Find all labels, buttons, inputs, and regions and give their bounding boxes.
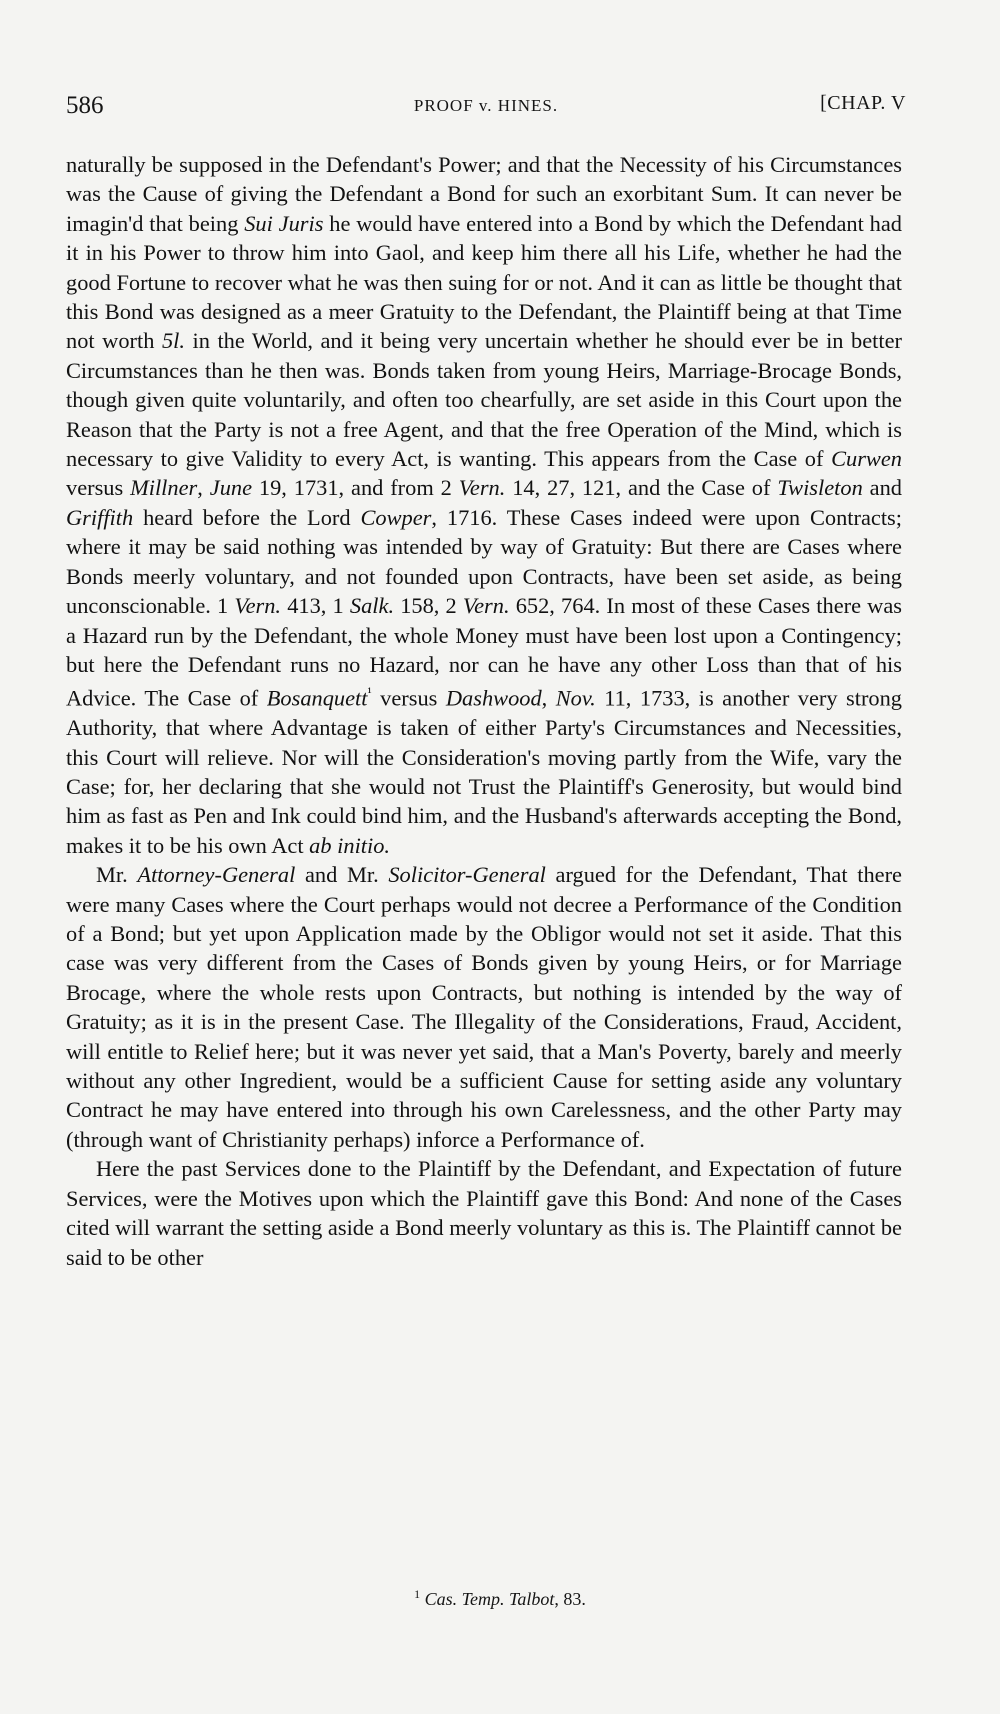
text-run: versus: [371, 685, 446, 711]
text-run: 652, 764. In most of these Cases there was a Hazard run by the Defendant, the whole Money must have been lost upon a Contingency; but here the Defendant runs no Hazard, nor can he have any other Loss than that of his Advice. The Case of: [66, 593, 903, 711]
paragraph: [66, 860, 902, 1154]
italic-run: Vern.: [462, 593, 510, 619]
text-run: versus: [66, 475, 131, 501]
italic-run: Vern.: [234, 593, 282, 619]
italic-run: Curwen: [831, 446, 902, 472]
italic-run: Millner: [130, 475, 198, 501]
text-run: 14, 27, 121, and the Case of: [505, 475, 778, 501]
text-run: and: [862, 475, 902, 501]
text-run: ,: [541, 685, 556, 711]
footnote-citation: Cas. Temp. Talbot: [424, 1589, 555, 1609]
italic-run: Dashwood: [445, 685, 542, 711]
italic-run: Nov.: [555, 685, 596, 711]
text-run: ,: [197, 475, 210, 501]
italic-run: Cowper: [360, 504, 432, 530]
paragraph: [66, 1154, 902, 1272]
italic-run: Vern.: [458, 475, 506, 501]
italic-run: 5l.: [161, 328, 185, 354]
footnote-marker: 1: [414, 1587, 421, 1601]
italic-run: Sui Juris: [244, 210, 324, 236]
text-run: 11, 1733, is another very strong Authority, that where Advantage is taken of either Party's Circumstances and Necessities, this Court will relieve. Nor will the Consideration's moving partly from the Wife, vary the Case; for, her declaring that she would not Trust the Plaintiff's Generosity, but would bind him as fast as Pen and Ink could bind him, and the Husband's afterwards accepting the Bond, makes it to be his own Act: [66, 685, 902, 858]
running-head: [66, 92, 906, 128]
italic-run: Salk.: [349, 593, 395, 619]
chapter-label: [CHAP. V: [820, 92, 906, 114]
italic-run: Solicitor-General: [388, 862, 546, 888]
page-number: 586: [66, 92, 104, 119]
italic-run: ab initio.: [309, 832, 391, 858]
text-run: 19, 1731, and from 2: [252, 475, 459, 501]
text-run: and Mr.: [295, 862, 389, 888]
text-run: Here the past Services done to the Plaintiff by the Defendant, and Expectation of future Services, were the Motives upon which the Plaintiff gave this Bond: And none of the Cases cited will warrant the setting aside a Bond meerly voluntary as this is. The Plaintiff cannot be said to be other: [66, 1156, 902, 1270]
footnote: [0, 1587, 1000, 1610]
body-text: [66, 150, 902, 1272]
running-title: PROOF v. HINES.: [413, 96, 559, 115]
text-run: 158, 2: [394, 593, 463, 619]
italic-run: June: [209, 475, 253, 501]
italic-run: Attorney-General: [137, 862, 296, 888]
paragraph: [66, 150, 902, 860]
text-run: , 1716. These Cases indeed were upon Contracts; where it may be said nothing was intended by way of Gratuity: But there are Cases where Bonds meerly voluntary, and not founded upon Contracts, have been set aside, as being unconscionable. 1: [66, 504, 902, 619]
text-run: he would have entered into a Bond by which the Defendant had it in his Power to throw him into Gaol, and keep him there all his Life, whether he had the good Fortune to recover what he was then suing for or not. And it can as little be thought that this Bond was designed as a meer Gratuity to the Defendant, the Plaintiff being at that Time not worth: [66, 210, 903, 354]
text-run: heard before the Lord: [133, 504, 361, 530]
italic-run: Bosanquett: [266, 685, 368, 711]
text-run: Mr.: [96, 862, 138, 888]
text-run: argued for the Defendant, That there were many Cases where the Court perhaps would not decree a Performance of the Condition of a Bond; but yet upon Application made by the Obligor would not set it aside. That this case was very different from the Cases of Bonds given by young Heirs, or for Marriage Brocage, where the whole rests upon Contracts, but nothing is intended by the way of Gratuity; as it is in the present Case. The Illegality of the Considerations, Fraud, Accident, will entitle to Relief here; but it was never yet said, that a Man's Poverty, barely and meerly without any other Ingredient, would be a sufficient Cause for setting aside any voluntary Contract he may have entered into through his own Carelessness, and the other Party may (through want of Christianity perhaps) inforce a Performance of.: [66, 862, 902, 1152]
footnote-reference: ¹: [367, 686, 372, 702]
italic-run: Griffith: [66, 504, 134, 530]
text-run: in the World, and it being very uncertain whether he should ever be in better Circumstances than he then was. Bonds taken from young Heirs, Marriage-Brocage Bonds, though given quite voluntarily, and often too chearfully, are set aside in this Court upon the Reason that the Party is not a free Agent, and that the free Operation of the Mind, which is necessary to give Validity to every Act, is wanting. This appears from the Case of: [66, 328, 902, 472]
italic-run: Twisleton: [777, 475, 863, 501]
footnote-suffix: , 83.: [554, 1589, 586, 1609]
text-run: naturally be supposed in the Defendant's Power; and that the Necessity of his Circumstances was the Cause of giving the Defendant a Bond for such an exorbitant Sum. It can never be imagin'd that being: [66, 152, 902, 236]
text-run: 413, 1: [281, 593, 350, 619]
